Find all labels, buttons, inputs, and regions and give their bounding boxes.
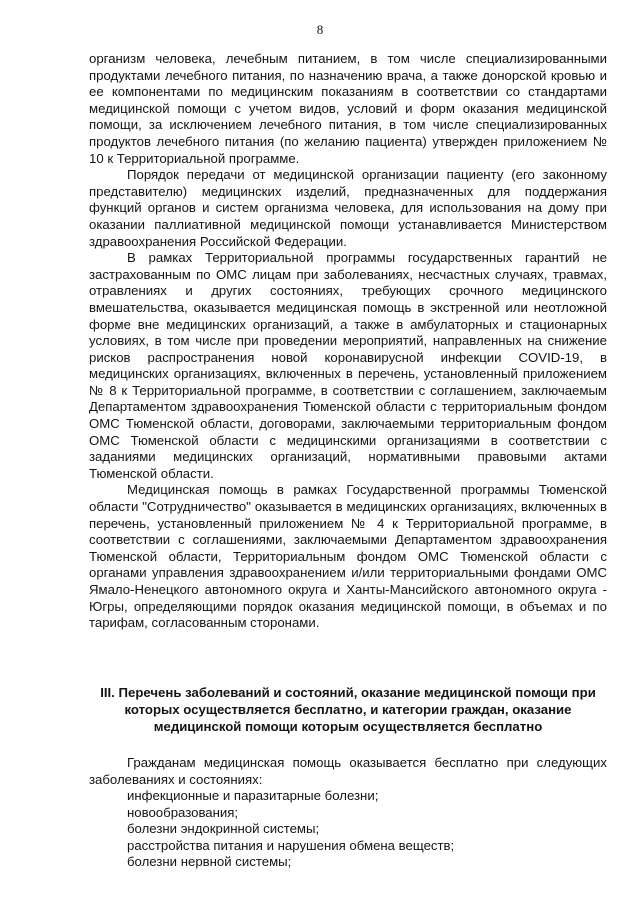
paragraph-medical-devices: Порядок передачи от медицинской организации пациенту (его законному представителю) медицинских изделий, предназначенных для поддержания функций органов и систем организма человека, для использования на дому при оказании паллиативной медицинской помощи устанавливается Министерством здравоохранения Российской Федерации.	[89, 167, 607, 249]
list-item: болезни нервной системы;	[127, 854, 292, 870]
paragraph-cooperation-program: Медицинская помощь в рамках Государственной программы Тюменской области "Сотрудничество" оказывается в медицинских организациях, включенных в перечень, установленный приложением № 4 к Территориальной программе, в соответствии с соглашениями, заключаемыми Департаментом здравоохранения Тюменской области, Территориальным фондом ОМС Тюменской области с органами управления здравоохранением и/или территориальными фондами ОМС Ямало-Ненецкого автономного округа и Ханты-Мансийского автономного округа - Югры, определяющими порядок оказания медицинской помощи, в объемах и по тарифам, согласованным сторонами.	[89, 482, 607, 631]
intro-paragraph: Гражданам медицинская помощь оказывается бесплатно при следующих заболеваниях и состояниях:	[89, 755, 607, 787]
list-item: инфекционные и паразитарные болезни;	[127, 788, 379, 803]
paragraph-continuation: организм человека, лечебным питанием, в том числе специализированными продуктами лечебного питания, по назначению врача, а также донорской кровью и ее компонентами по медицинским показаниям в соответствии со стандартами медицинской помощи с учетом видов, условий и форм оказания медицинской помощи, за исключением лечебного питания, в том числе специализированных продуктов лечебного питания (по желанию пациента) утвержден приложением № 10 к Территориальной программе.	[89, 51, 607, 166]
body-text	[89, 51, 607, 632]
list-item: новообразования;	[127, 804, 239, 820]
disease-list	[127, 788, 454, 871]
list-item: болезни эндокринной системы;	[127, 821, 320, 837]
page-number: 8	[316, 22, 324, 37]
intro-text	[89, 755, 607, 788]
list-item: расстройства питания и нарушения обмена веществ;	[127, 837, 455, 853]
section-heading: III. Перечень заболеваний и состояний, оказание медицинской помощи при которых осуществляется бесплатно, и категории граждан, оказание медицинской помощи которым осуществляется бесплатно	[100, 685, 596, 734]
paragraph-uninsured-care: В рамках Территориальной программы государственных гарантий не застрахованным по ОМС лицам при заболеваниях, несчастных случаях, травмах, отравлениях и других состояниях, требующих срочного медицинского вмешательства, оказывается медицинская помощь в экстренной или неотложной форме вне медицинских организаций, а также в амбулаторных и стационарных условиях, в том числе при проведении мероприятий, направленных на снижение рисков распространения новой коронавирусной инфекции COVID-19, в медицинских организациях, включенных в перечень, установленный приложением № 8 к Территориальной программе, в соответствии с соглашением, заключаемым Департаментом здравоохранения Тюменской области с территориальным фондом ОМС Тюменской области, договорами, заключаемыми территориальным фондом ОМС Тюменской области с медицинскими организациями в соответствии с заданиями медицинских организаций, нормативными правовыми актами Тюменской области.	[89, 250, 607, 481]
